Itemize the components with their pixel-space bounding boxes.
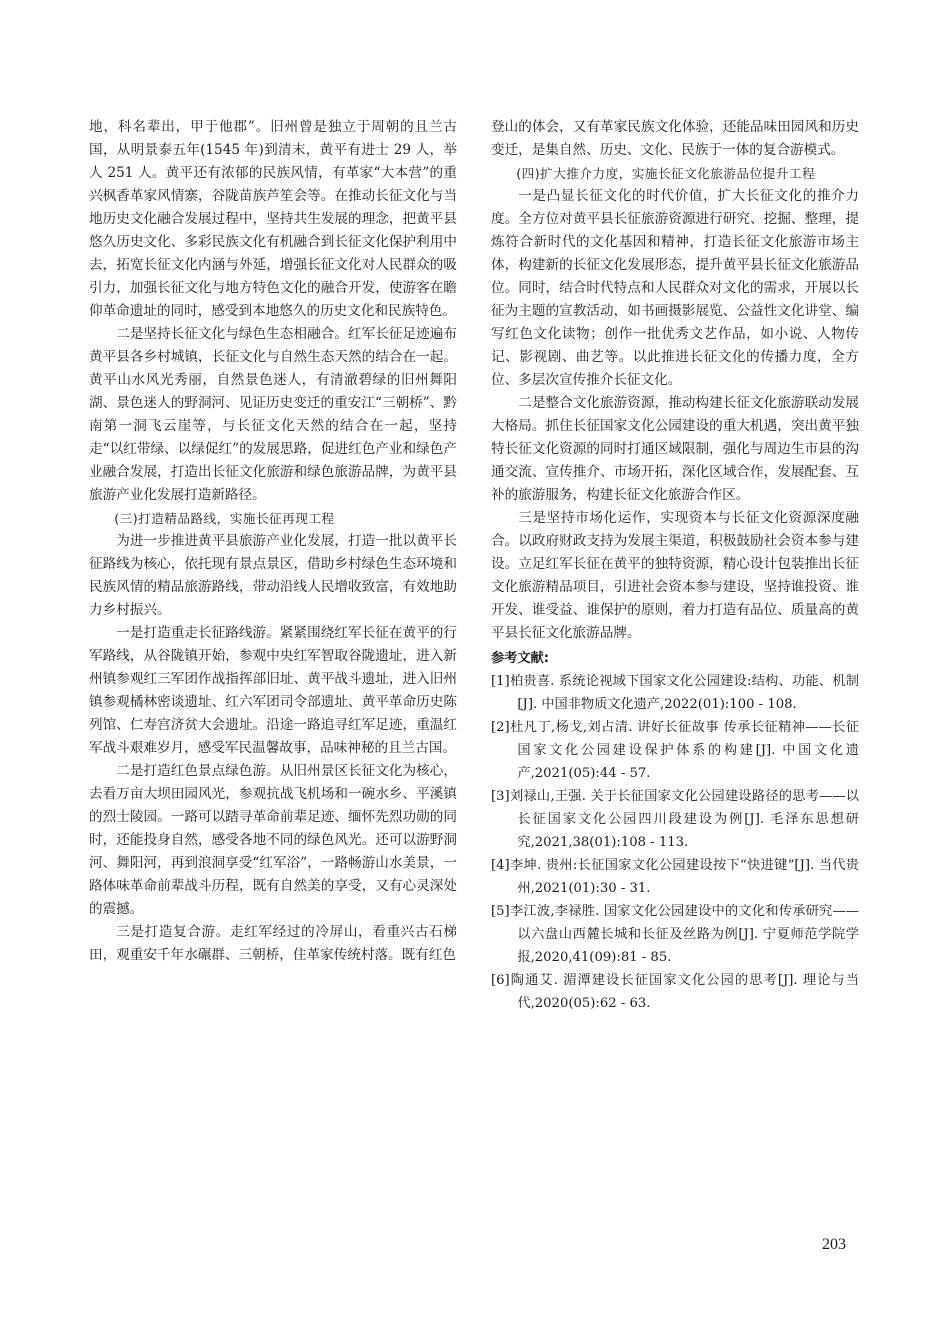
reference-text: 刘禄山,王强. 关于长征国家文化公园建设路径的思考——以长征国家文化公园四川段建设为例[J]. 毛泽东思想研究,2021,38(01):108 - 113.: [509, 789, 859, 850]
page-number: 203: [822, 1236, 846, 1253]
reference-text: 柏贵喜. 系统论视域下国家文化公园建设:结构、功能、机制[J]. 中国非物质文化遗产,2022(01):100 - 108.: [509, 674, 859, 712]
reference-number: [2]: [491, 720, 510, 735]
paragraph-market-operation: 三是坚持市场化运作，实现资本与长征文化资源深度融合。以政府财政支持为发展主渠道，积极鼓励社会资本参与建设。立足红军长征在黄平的独特资源，精心设计包装推出长征文化旅游精品项目，引进社会资本参与建设，坚持谁投资、谁开发、谁受益、谁保护的原则，着力打造有品位、质量高的黄平县长征文化旅游品牌。: [491, 510, 859, 641]
paragraph-promotion: 一是凸显长征文化的时代价值，扩大长征文化的推介力度。全方位对黄平县长征旅游资源进行研究、挖掘、整理，提炼符合新时代的文化基因和精神，打造长征文化旅游市场主体，构建新的长征文化发展形态，提升黄平县长征文化旅游品位。同时，结合时代特点和人民群众对文化的需求，开展以长征为主题的宣教活动，如书画摄影展览、公益性文化讲堂、编写红色文化读物；创作一批优秀文艺作品，如小说、人物传记、影视剧、曲艺等。以此推进长征文化的传播力度，全方位、多层次宣传推介长征文化。: [491, 188, 859, 388]
reference-number: [1]: [491, 674, 510, 689]
reference-text: 杜凡丁,杨戈,刘占清. 讲好长征故事 传承长征精神——长征国家文化公园建设保护体系的构建[J]. 中国文化遗产,2021(05):44 - 57.: [509, 720, 859, 781]
references-title: 参考文献:: [491, 651, 550, 666]
left-column: [89, 116, 457, 967]
paragraph-green-ecology: 二是坚持长征文化与绿色生态相融合。红军长征足迹遍布黄平县各乡村城镇，长征文化与自然生态天然的结合在一起。黄平山水风光秀丽，自然景色迷人，有清澈碧绿的旧州舞阳湖、景色迷人的野洞河、见证历史变迁的重安江“三朝桥”、黔南第一洞飞云崖等，与长征文化天然的结合在一起，坚持走“以红带绿、以绿促红”的发展思路，促进红色产业和绿色产业融合发展，打造出长征文化旅游和绿色旅游品牌，为黄平县旅游产业化发展打造新路径。: [89, 326, 457, 503]
section-heading-4: (四)扩大推介力度，实施长征文化旅游品位提升工程: [516, 166, 816, 181]
right-column: [491, 116, 859, 1015]
reference-text: 李坤. 贵州:长征国家文化公园建设按下“快进键”[J]. 当代贵州,2021(01):30 - 31.: [509, 858, 859, 896]
paragraph-red-green-tour: 二是打造红色景点绿色游。从旧州景区长征文化为核心，去看万亩大坝田园风光，参观抗战飞机场和一碗水乡、平溪镇的烈士陵园。一路可以踏寻革命前辈足迹、缅怀先烈功勋的同时，还能投身自然，感受各地不同的绿色风光。还可以游野洞河、舞阳河，再到浪洞享受“红军浴”，一路畅游山水美景，一路体味革命前辈战斗历程，既有自然美的享受，又有心灵深处的震撼。: [89, 763, 457, 917]
reference-text: 李江波,李禄胜. 国家文化公园建设中的文化和传承研究——以六盘山西麓长城和长征及丝路为例[J]. 宁夏师范学院学报,2020,41(09):81 - 85.: [509, 904, 859, 965]
reference-number: [4]: [491, 858, 510, 873]
paragraph-route-intro: 为进一步推进黄平县旅游产业化发展，打造一批以黄平长征路线为核心，依托现有景点景区，借助乡村绿色生态环境和民族风情的精品旅游路线，带动沿线人民增收致富，有效地助力乡村振兴。: [89, 533, 457, 618]
reference-number: [6]: [491, 973, 510, 988]
reference-number: [3]: [491, 789, 510, 804]
paragraph-continuation-right: 登山的体会，又有革家民族文化体验，还能品味田园风和历史变迁，是集自然、历史、文化、民族于一体的复合游模式。: [491, 119, 859, 158]
reference-item: [491, 900, 859, 969]
reference-item: [491, 785, 859, 854]
paragraph-integration: 二是整合文化旅游资源，推动构建长征文化旅游联动发展大格局。抓住长征国家文化公园建设的重大机遇，突出黄平独特长征文化资源的同时打通区域限制，强化与周边生市县的沟通交流、宣传推介、市场开拓，深化区域合作，发展配套、互补的旅游服务，构建长征文化旅游合作区。: [491, 395, 859, 503]
reference-number: [5]: [491, 904, 510, 919]
reference-item: [491, 969, 859, 1015]
paragraph-continuation: 地，科名辈出，甲于他郡”。旧州曾是独立于周朝的且兰古国，从明景泰五年(1545 年)到清末，黄平有进士 29 人，举人 251 人。黄平还有浓郁的民族风情，有革家“大本营”的重兴枫香革家风情寨，谷陇苗族芦笙会等。在推动长征文化与当地历史文化融合发展过程中，坚持共生发展的理念，把黄平县悠久历史文化、多彩民族文化有机融合到长征文化保护利用中去，拓宽长征文化内涵与外延，增强长征文化对人民群众的吸引力，加强长征文化与地方特色文化的融合开发，使游客在瞻仰革命遗址的同时，感受到本地悠久的历史文化和民族特色。: [89, 119, 457, 319]
paragraph-long-march-route: 一是打造重走长征路线游。紧紧围绕红军长征在黄平的行军路线，从谷陇镇开始，参观中央红军智取谷陇遗址，进入新州镇参观红三军团作战指挥部旧址、黄平战斗遗址，进入旧州镇参观橘林密谈遗址、红六军团司令部遗址、黄平革命历史陈列馆、仁寿宫济贫大会遗址。沿途一路追寻红军足迹，重温红军战斗艰难岁月，感受军民温馨故事，品味神秘的且兰古国。: [89, 625, 457, 756]
paragraph-composite-tour: 三是打造复合游。走红军经过的冷屏山，看重兴古石梯田，观重安千年水碾群、三朝桥，住革家传统村落。既有红色: [89, 924, 457, 963]
reference-item: [491, 854, 859, 900]
reference-item: [491, 670, 859, 716]
reference-item: [491, 716, 859, 785]
references-section: [491, 647, 859, 1015]
reference-text: 陶通艾. 湄潭建设长征国家文化公园的思考[J]. 理论与当代,2020(05):62 - 63.: [509, 973, 859, 1011]
section-heading-3: (三)打造精品路线，实施长征再现工程: [114, 511, 335, 526]
